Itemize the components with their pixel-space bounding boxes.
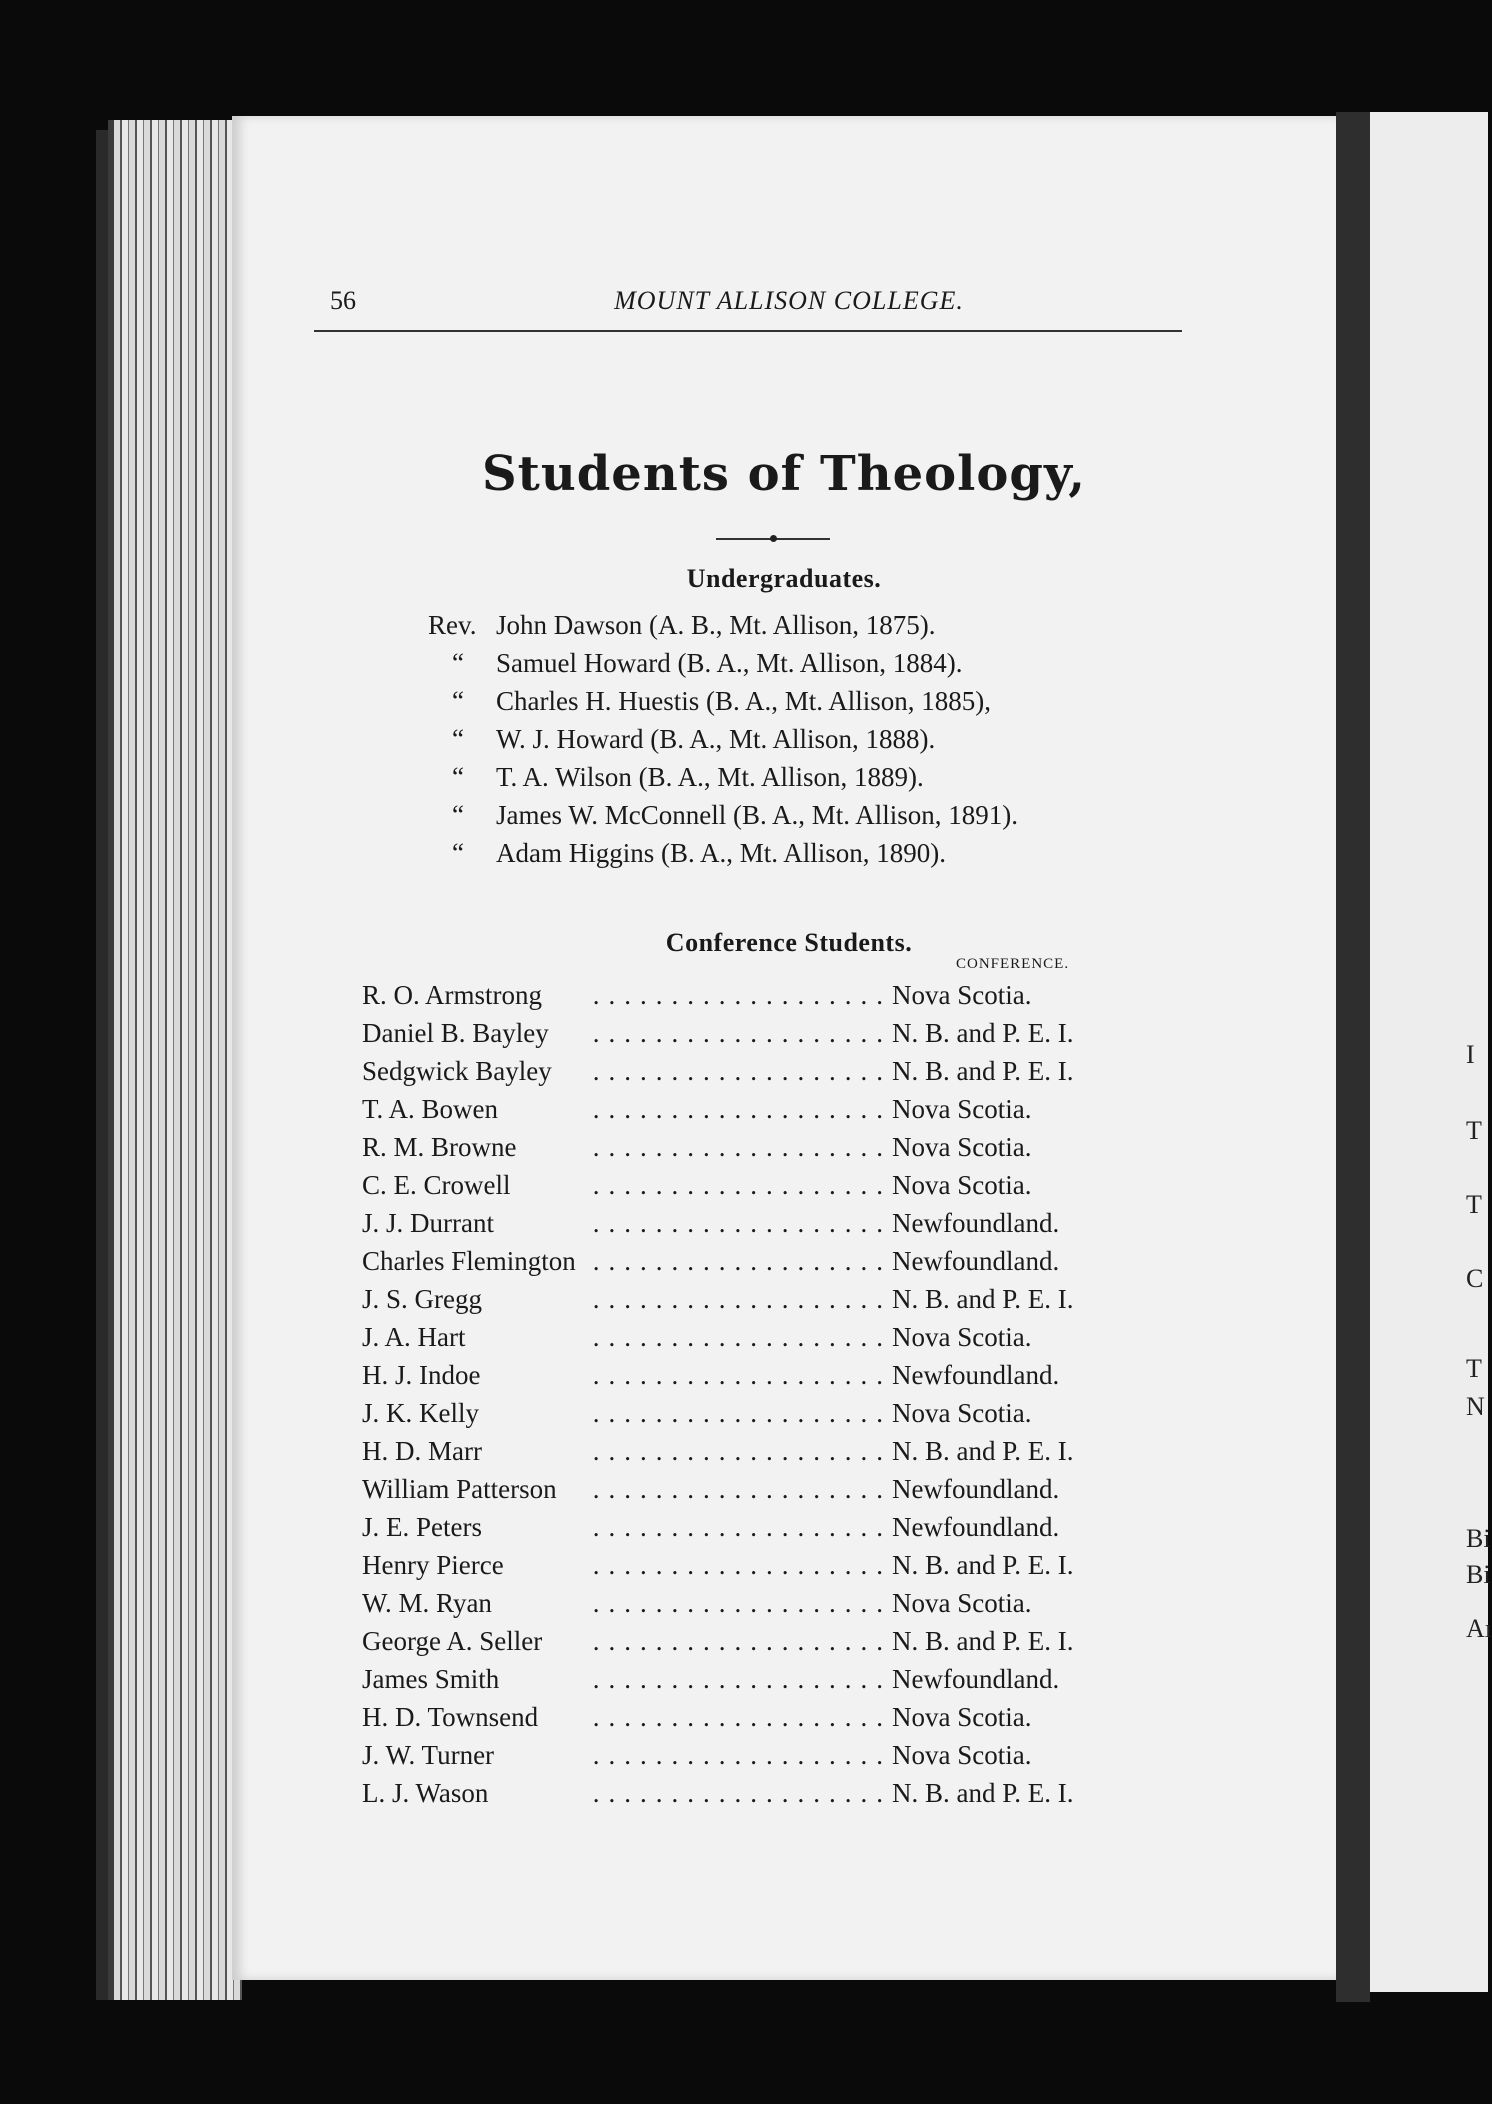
dot-leader: ................... <box>592 1664 892 1694</box>
page-header <box>232 286 1336 326</box>
facing-page-text-fragment: I <box>1466 1040 1475 1069</box>
facing-page-text-fragment: N <box>1466 1392 1485 1421</box>
dot-leader: ................... <box>592 1360 892 1390</box>
facing-page-text-fragment: Aı <box>1466 1614 1492 1643</box>
undergraduate-entry: T. A. Wilson (B. A., Mt. Allison, 1889). <box>496 762 924 792</box>
facing-page-text-fragment: C <box>1466 1264 1484 1293</box>
student-conference: Newfoundland. <box>892 1208 1060 1238</box>
student-name: L. J. Wason <box>362 1774 496 1812</box>
ditto-mark: “ <box>452 724 464 754</box>
conference-student-row <box>362 1356 1222 1394</box>
student-conference: N. B. and P. E. I. <box>892 1284 1074 1314</box>
student-name: Daniel B. Bayley <box>362 1014 557 1052</box>
dot-leader: ................... <box>592 1702 892 1732</box>
student-conference: Nova Scotia. <box>892 1740 1032 1770</box>
header-rule <box>314 330 1182 332</box>
undergraduate-row <box>428 644 1128 682</box>
conference-student-row <box>362 1318 1222 1356</box>
conference-student-row <box>362 1470 1222 1508</box>
dot-leader: ................... <box>592 1626 892 1656</box>
undergraduate-entry: Samuel Howard (B. A., Mt. Allison, 1884). <box>496 648 963 678</box>
undergraduate-entry: James W. McConnell (B. A., Mt. Allison, 1891). <box>496 800 1019 830</box>
dot-leader: ................... <box>592 1246 892 1276</box>
student-conference: Nova Scotia. <box>892 1588 1032 1618</box>
student-conference: Newfoundland. <box>892 1664 1060 1694</box>
student-conference: Nova Scotia. <box>892 1398 1032 1428</box>
dot-leader: ................... <box>592 1512 892 1542</box>
student-conference: N. B. and P. E. I. <box>892 1018 1074 1048</box>
student-name: W. M. Ryan <box>362 1584 500 1622</box>
conference-student-row <box>362 976 1222 1014</box>
conference-student-row <box>362 1584 1222 1622</box>
student-name: H. D. Townsend <box>362 1698 546 1736</box>
student-conference: Newfoundland. <box>892 1246 1060 1276</box>
student-conference: Nova Scotia. <box>892 1322 1032 1352</box>
conference-student-row <box>362 1432 1222 1470</box>
facing-page-text-fragment: Bi <box>1466 1560 1491 1589</box>
dot-leader: ................... <box>592 1208 892 1238</box>
student-name: J. J. Durrant <box>362 1204 502 1242</box>
dot-leader: ................... <box>592 1284 892 1314</box>
student-name: H. D. Marr <box>362 1432 490 1470</box>
student-name: James Smith <box>362 1660 507 1698</box>
dot-leader: ................... <box>592 1322 892 1352</box>
ditto-mark: “ <box>452 762 464 792</box>
dot-leader: ................... <box>592 1056 892 1086</box>
student-name: Charles Flemington <box>362 1242 584 1280</box>
student-conference: Nova Scotia. <box>892 1170 1032 1200</box>
undergraduates-heading: Undergraduates. <box>686 564 882 593</box>
undergraduate-row <box>428 682 1128 720</box>
undergraduate-entry: Charles H. Huestis (B. A., Mt. Allison, 1885), <box>496 686 992 716</box>
student-conference: Nova Scotia. <box>892 1132 1032 1162</box>
conference-student-row <box>362 1128 1222 1166</box>
student-name: J. A. Hart <box>362 1318 474 1356</box>
undergraduate-row <box>428 720 1128 758</box>
student-conference: Nova Scotia. <box>892 1094 1032 1124</box>
student-name: J. E. Peters <box>362 1508 490 1546</box>
student-name: J. W. Turner <box>362 1736 502 1774</box>
student-name: George A. Seller <box>362 1622 550 1660</box>
student-name: William Patterson <box>362 1470 565 1508</box>
title-ornament <box>716 534 830 544</box>
facing-page-text-fragment: T <box>1466 1116 1482 1145</box>
student-name: R. O. Armstrong <box>362 976 550 1014</box>
dot-leader: ................... <box>592 1398 892 1428</box>
student-name: Sedgwick Bayley <box>362 1052 560 1090</box>
conference-student-row <box>362 1242 1222 1280</box>
student-conference: Nova Scotia. <box>892 980 1032 1010</box>
dot-leader: ................... <box>592 1740 892 1770</box>
student-name: T. A. Bowen <box>362 1090 506 1128</box>
conference-student-row <box>362 1052 1222 1090</box>
facing-page-text-fragment: T <box>1466 1190 1482 1219</box>
student-conference: N. B. and P. E. I. <box>892 1626 1074 1656</box>
undergraduate-row <box>428 606 1128 644</box>
undergraduate-entry: John Dawson (A. B., Mt. Allison, 1875). <box>496 610 936 640</box>
ditto-mark: “ <box>452 800 464 830</box>
dot-leader: ................... <box>592 1588 892 1618</box>
dot-leader: ................... <box>592 1550 892 1580</box>
student-conference: Newfoundland. <box>892 1360 1060 1390</box>
conference-student-row <box>362 1774 1222 1812</box>
undergraduate-row <box>428 758 1128 796</box>
student-name: R. M. Browne <box>362 1128 525 1166</box>
student-name: H. J. Indoe <box>362 1356 488 1394</box>
ditto-mark: “ <box>452 648 464 678</box>
student-conference: N. B. and P. E. I. <box>892 1778 1074 1808</box>
dot-leader: ................... <box>592 1474 892 1504</box>
conference-student-row <box>362 1204 1222 1242</box>
student-conference: N. B. and P. E. I. <box>892 1436 1074 1466</box>
dot-leader: ................... <box>592 980 892 1010</box>
dot-leader: ................... <box>592 1170 892 1200</box>
book-page-edges <box>108 120 242 2000</box>
student-name: C. E. Crowell <box>362 1166 519 1204</box>
page-number: 56 <box>330 286 356 315</box>
undergraduate-entry: W. J. Howard (B. A., Mt. Allison, 1888). <box>496 724 936 754</box>
dot-leader: ................... <box>592 1018 892 1048</box>
undergraduate-row <box>428 834 1128 872</box>
ditto-mark: “ <box>452 838 464 868</box>
title-prefix: Rev. <box>428 610 477 640</box>
student-name: Henry Pierce <box>362 1546 512 1584</box>
conference-student-row <box>362 1166 1222 1204</box>
conference-student-row <box>362 1280 1222 1318</box>
conference-students-list <box>362 976 1222 1812</box>
running-head: MOUNT ALLISON COLLEGE. <box>614 286 964 315</box>
conference-student-row <box>362 1546 1222 1584</box>
dot-leader: ................... <box>592 1778 892 1808</box>
conference-student-row <box>362 1660 1222 1698</box>
page-title: Students of Theology, <box>481 446 1086 502</box>
book-page <box>232 116 1336 1980</box>
student-conference: N. B. and P. E. I. <box>892 1056 1074 1086</box>
student-conference: Newfoundland. <box>892 1512 1060 1542</box>
ditto-mark: “ <box>452 686 464 716</box>
facing-page-fragment <box>1370 112 1492 1992</box>
student-conference: N. B. and P. E. I. <box>892 1550 1074 1580</box>
student-name: J. S. Gregg <box>362 1280 490 1318</box>
undergraduate-entry: Adam Higgins (B. A., Mt. Allison, 1890). <box>496 838 947 868</box>
conference-student-row <box>362 1622 1222 1660</box>
student-conference: Nova Scotia. <box>892 1702 1032 1732</box>
undergraduates-list <box>428 606 1128 872</box>
undergraduate-row <box>428 796 1128 834</box>
dot-leader: ................... <box>592 1132 892 1162</box>
conference-student-row <box>362 1698 1222 1736</box>
student-conference: Newfoundland. <box>892 1474 1060 1504</box>
dot-leader: ................... <box>592 1094 892 1124</box>
conference-student-row <box>362 1394 1222 1432</box>
conference-student-row <box>362 1090 1222 1128</box>
facing-page-text-fragment: Bi <box>1466 1524 1491 1553</box>
conference-students-heading: Conference Students. <box>665 928 913 957</box>
dot-leader: ................... <box>592 1436 892 1466</box>
conference-student-row <box>362 1736 1222 1774</box>
conference-student-row <box>362 1014 1222 1052</box>
conference-student-row <box>362 1508 1222 1546</box>
conference-column-header: CONFERENCE. <box>956 956 1070 972</box>
student-name: J. K. Kelly <box>362 1394 487 1432</box>
facing-page-text-fragment: T <box>1466 1354 1482 1383</box>
book-gutter <box>1336 112 1370 2002</box>
